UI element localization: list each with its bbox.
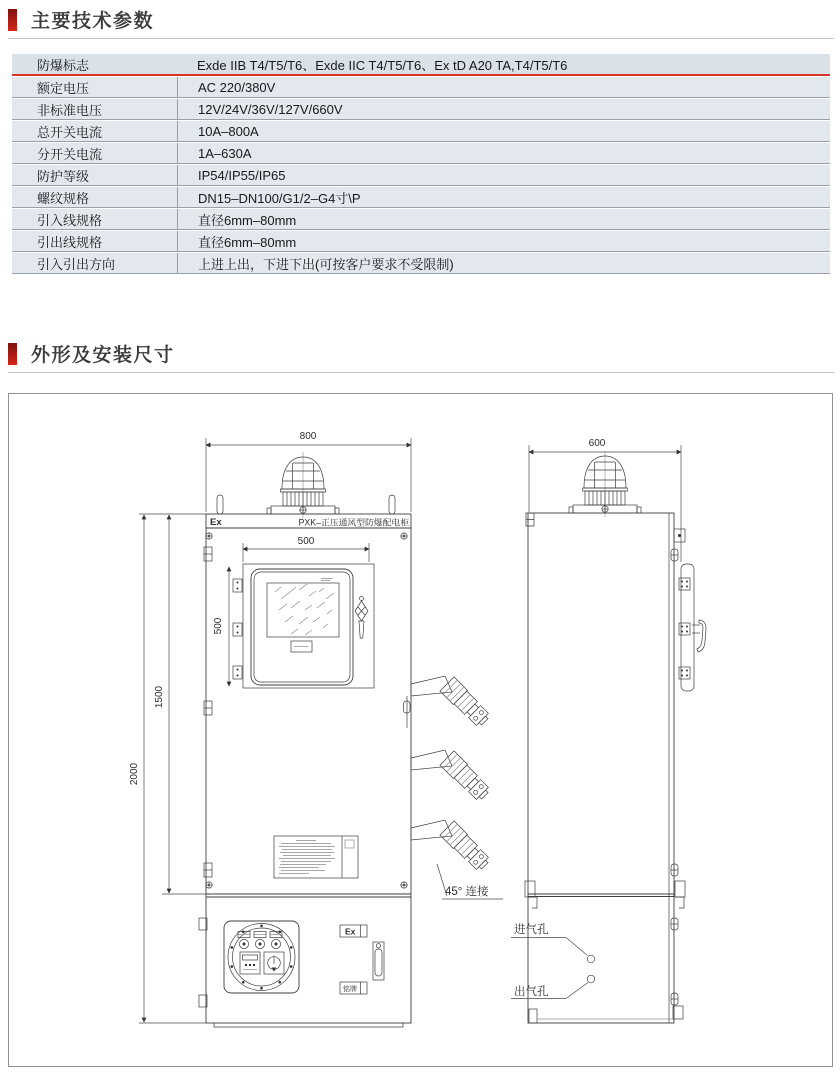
pill-slot (671, 549, 678, 561)
param-label: 防爆标志 (37, 57, 90, 73)
red-accent-bar (8, 9, 17, 31)
table-row (12, 77, 830, 98)
beacon-light-icon (569, 451, 641, 517)
door-hinge (233, 579, 242, 679)
lifting-lug (389, 495, 395, 514)
table-row (12, 231, 830, 252)
lower-door-handle[interactable] (373, 942, 384, 980)
dim-label-500h: 500 (213, 617, 224, 635)
dim-label-600: 600 (588, 438, 606, 449)
door-handle[interactable] (355, 597, 368, 639)
pill-slot (671, 864, 678, 876)
cabinet-hinge (204, 547, 212, 561)
air-outlet-annotation (511, 975, 595, 998)
ex-plate-label: Ex (345, 926, 356, 937)
divider-hinge (675, 881, 685, 897)
rotary-switch[interactable] (264, 952, 284, 974)
table-row (12, 209, 830, 230)
dim-door-width-500 (243, 536, 369, 562)
side-view (511, 438, 706, 1023)
dim-height-1500 (154, 515, 206, 894)
front-view (129, 431, 503, 1027)
param-label: 引出线规格 (37, 234, 103, 250)
table-row (12, 54, 830, 76)
instruction-plate (274, 836, 358, 878)
param-label: 引入引出方向 (37, 256, 116, 272)
dimension-drawing-panel (8, 393, 833, 1067)
dim-width-800 (206, 431, 411, 512)
section-title: 主要技术参数 (31, 11, 155, 32)
param-value: IP54/IP55/IP65 (177, 165, 830, 185)
param-label: 总开关电流 (37, 124, 103, 140)
param-label: 非标准电压 (37, 102, 103, 118)
param-value: 10A–800A (177, 121, 830, 141)
dim-label-1500: 1500 (154, 685, 165, 709)
display-window (267, 583, 339, 637)
inner-door (233, 564, 374, 688)
lifting-lug (217, 495, 223, 514)
param-value: 直径6mm–80mm (177, 209, 830, 229)
dim-door-height-500 (213, 567, 229, 686)
foot (673, 1006, 683, 1019)
pill-slot (671, 993, 678, 1005)
screw-icon (206, 882, 212, 888)
screw-icon (401, 533, 407, 539)
cable-connector-45 (411, 676, 492, 729)
nameplate-box (340, 982, 367, 994)
red-accent-bar (8, 343, 17, 365)
table-row (12, 165, 830, 186)
inlet-label: 进气孔 (514, 924, 549, 936)
side-outline (528, 513, 674, 1023)
divider-hinge (525, 881, 535, 897)
connection-label: 45° 连接 (445, 886, 489, 898)
param-value: DN15–DN100/G1/2–G4寸\P (177, 187, 830, 207)
cabinet-hinge (204, 863, 212, 877)
screw-icon (401, 882, 407, 888)
param-value: AC 220/380V (177, 77, 830, 97)
param-label: 额定电压 (37, 80, 90, 96)
band-ex-mark: Ex (210, 517, 222, 528)
air-inlet-annotation (511, 922, 595, 963)
outlet-label: 出气孔 (514, 986, 549, 998)
table-row (12, 121, 830, 142)
param-value: 直径6mm–80mm (177, 231, 830, 251)
param-value: 1A–630A (177, 143, 830, 163)
param-value: 上进上出，下进下出(可按客户要求不受限制) (177, 253, 830, 273)
cabinet-dimension-drawing (9, 394, 832, 1066)
table-row (12, 99, 830, 120)
table-row (12, 143, 830, 164)
pill-slot (671, 918, 678, 930)
section-header-dimensions (8, 340, 834, 373)
lower-compartment (224, 921, 384, 994)
screw-icon (206, 533, 212, 539)
section-title: 外形及安装尺寸 (31, 345, 175, 366)
door-edge-strip (681, 564, 694, 691)
dim-label-2000: 2000 (129, 762, 140, 786)
air-outlet-hole (587, 975, 595, 983)
section-header-parameters (8, 6, 834, 39)
param-value: 12V/24V/36V/127V/660V (177, 99, 830, 119)
param-label: 引入线规格 (37, 212, 103, 228)
dim-label-800: 800 (299, 431, 317, 442)
edge-latch (404, 696, 411, 728)
parameters-table (12, 54, 830, 275)
dim-label-500w: 500 (297, 536, 315, 547)
param-value: Exde IIB T4/T5/T6、Exde IIC T4/T5/T6、Ex tD A20 TA,T4/T5/T6 (197, 57, 568, 73)
param-label: 防护等级 (37, 168, 90, 184)
ex-plate (340, 925, 367, 937)
air-inlet-hole (587, 955, 595, 963)
top-hinge (674, 529, 685, 542)
table-row (12, 187, 830, 208)
foot (529, 1009, 537, 1023)
meter-display (240, 952, 260, 974)
cable-connector-45 (411, 750, 492, 803)
band-model-title: PXK–正压通风型防爆配电柜 (298, 517, 409, 528)
indicator-gauges (238, 932, 282, 949)
cabinet-hinge (204, 701, 212, 715)
table-row (12, 253, 830, 274)
nameplate-label: 铭牌 (343, 986, 357, 993)
beacon-light-icon (267, 452, 339, 518)
connection-annotation (437, 864, 503, 899)
cable-connector-45 (411, 820, 492, 873)
dim-height-2000 (129, 514, 206, 1023)
param-label: 螺纹规格 (37, 190, 90, 206)
param-label: 分开关电流 (37, 146, 103, 162)
